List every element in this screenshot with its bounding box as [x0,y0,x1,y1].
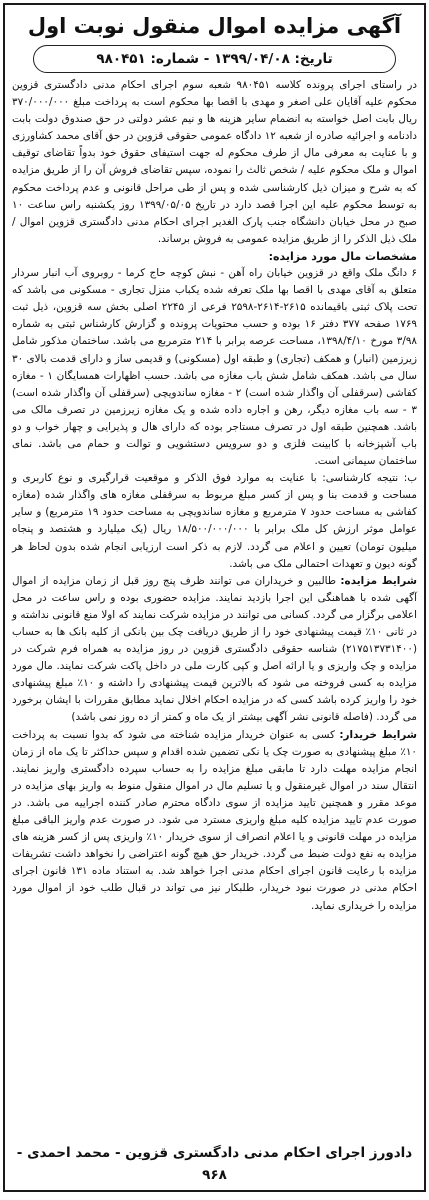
property-heading: مشخصات مال مورد مزایده: [268,249,417,263]
intro-paragraph: در راستای اجرای پرونده کلاسه ۹۸۰۴۵۱ شعبه سوم اجرای احکام مدنی دادگستری قزوین محکوم علیه آقایان علی اصغر و مهدی با اقصا بها محکوم است به پرداخت مبلغ ۳۷۰/۰۰۰/۰۰۰ ریال بابت اصل خواسته به انضمام سایر هزینه ها و نیم عشر دولتی در حق صندوق دولت بابت دادنامه و اجرائیه صادره از شعبه ۱۲ دادگاه عمومی حقوقی قزوین در حق آقای محمد کشاورزی و با عنایت به معرفی مال از طرف محکوم له جهت استیفای حقوق خود بدواً تقاضای توقیف اموال و ملک محکوم علیه / شخص ثالث را نموده، سپس تقاضای فروش آن را از طریق مزایده که به شرح و میزان ذیل کارشناسی شده و پس از طی مراحل قانونی و عدم پرداخت محکوم به توسط محکوم علیه این اجرا قصد دارد در تاریخ ۱۳۹۹/۰۵/۰۵ روز یکشنبه راس ساعت ۱۰ صبح در محل خیابان دانشگاه جنب پارک الغدیر اجرای احکام مدنی دادگستری قزوین اموال / ملک ذیل الذکر را از طریق مزایده عمومی به فروش برساند. [12,79,418,245]
conditions-heading: شرایط مزایده: [340,574,417,587]
buyer-text: کسی به عنوان خریدار مزایده شناخته می شود که بدوا نسبت به پرداخت ۱۰٪ مبلغ پیشنهادی به صورت چک یا نکی تضمین شده اقدام و سپس حداکثر تا یک ماه از زمان انجام مزایده مهلت دارد تا مابقی مبلغ مزایده را به حساب سپرده دادگستری واریز نمایند. انتقال سند در اموال غیرمنقول و یا تسلیم مال در اموال منقول منوط به واریز بهای مزایده در موعد مقرر و همچنین تایید مزایده از سوی دادگاه محترم صادر کننده اجراییه می باشد. در صورت عدم تایید مزایده کلیه مبلغ واریزی مسترد می شود. در صورت عدم واریز الباقی مبلغ مزایده در مهلت قانونی و یا اعلام انصراف از سوی خریدار ۱۰٪ واریزی پس از کسر هزینه های مزایده به نفع دولت ضبط می گردد. خریدار حق هیچ گونه اعتراضی را نخواهد داشت تشریفات مزایده با رعایت قانون اجرای احکام مدنی اجرا خواهد شد. به استناد ماده ۱۳۱ قانون اجرای احکام مدنی در صورت نبود خریدار، طلبکار نیز می تواند در قبال طلب خود از اموال مورد مزایده را خریداری نماید. [12,728,417,912]
notice-body [5,77,424,915]
auction-notice [3,3,426,1192]
buyer-paragraph [12,727,417,915]
conditions-paragraph [12,573,417,727]
expert-paragraph: ب: نتیجه کارشناسی: با عنایت به موارد فوق الذکر و موقعیت قرارگیری و نوع کاربری و مساحت و قدمت بنا و پس از کسر مبلغ مربوط به سرقفلی مغازه های واگذار شده (مغازه کفاشی به مساحت حدود ۷ مترمربع و مغازه ساندویچی به مساحت حدود ۱۹ مترمربع) و سایر عوامل موثر ارزش کل ملک برابر با ۱۸/۵۰۰/۰۰۰/۰۰۰ ریال (یک میلیارد و هشتصد و پنجاه میلیون تومان) تعیین و اعلام می گردد. لازم به ذکر است ارزیابی انجام شده بدون لحاظ هر گونه دیون و تعهدات احتمالی ملک می باشد. [12,472,417,570]
conditions-text: طالبین و خریداران می توانند ظرف پنج روز قبل از زمان مزایده از اموال آگهی شده با هماهنگی این اجرا بازدید نمایند. مزایده حضوری بوده و راس ساعت در محل اعلامی برگزار می گردد. کسانی می توانند در مزایده شرکت نمایند که اولا منع قانونی نداشته و در ثانی ۱۰٪ قیمت پیشنهادی خود را از طریق دریافت چک بین بانکی از کلیه بانک ها به حساب (۲۱۷۵۱۳۷۳۱۴۰۰) شناسه حقوقی دادگستری قزوین در روز مزایده به همراه فرم شرکت در مزایده و چک واریزی و یا ارائه اصل و کپی کارت ملی در داخل پاکت شرکت نمایند. مال مورد مزایده به کسی فروخته می شود که بالاترین قیمت پیشنهادی را داشته و ۱۰٪ مبلغ پیشنهادی خود را واریز کرده باشد کسی که در مزایده احکام اخلال نماید مطابق مقررات با ایشان برخورد می گردد. (فاصله قانونی نشر آگهی بیشتر از یک ماه و کمتر از ده روز نمی باشد) [12,574,418,724]
signature-line: دادورز اجرای احکام مدنی دادگستری قزوین - محمد احمدی - ۹۶۸ [16,1145,413,1183]
date-number-box: تاریخ: ۱۳۹۹/۰۴/۰۸ - شماره: ۹۸۰۴۵۱ [33,45,396,73]
property-paragraph: ۶ دانگ ملک واقع در قزوین خیابان راه آهن - نبش کوچه حاج کرما - روبروی آب انبار سردار متعلق به آقای مهدی با اقصا بها ملک تعرفه شده یکباب منزل تجاری - مسکونی می باشد که تحت پلاک ثبتی باقیمانده ۲۶۱۵-۲۶۱۴-۲۵۹۸ فرعی از ۲۲۴۵ اصلی بخش سه قزوین، ذیل ثبت ۱۷۶۹ صفحه ۳۷۷ دفتر ۱۶ بوده و حسب محتویات پرونده و گزارش کارشناس ثبتی به شماره ۳/۹۸ مورخ ۱۳۹۸/۴/۱۰، مساحت عرصه برابر با ۲۱۴ مترمربع می باشد. ساختمان مذکور شامل زیرزمین (انبار) و همکف (تجاری) و طبقه اول (مسکونی) و قدیمی ساز و دارای قدمت بالای ۳۰ سال می باشد. همکف شامل شش باب مغازه می باشد. حسب اظهارات همسایگان ۱ - مغازه کفاشی (سرقفلی آن واگذار شده است) ۲ - مغازه ساندویچی (سرقفلی آن واگذار شده است) ۳ - سه باب مغازه دیگر، رهن و اجاره داده شده و یک مغازه زیرزمین در تصرف مالک می باشد. همچنین طبقه اول در تصرف مستاجر بوده که دارای هال و پذیرایی و چهار خواب و دو باب آشپزخانه با کابینت فلزی و دو سرویس دستشویی و توالت و حمام می باشد. نمای ساختمان سیمانی است. [12,267,418,468]
buyer-heading: شرایط خریدار: [339,728,417,741]
notice-title: آگهی مزایده اموال منقول نوبت اول [27,14,402,38]
